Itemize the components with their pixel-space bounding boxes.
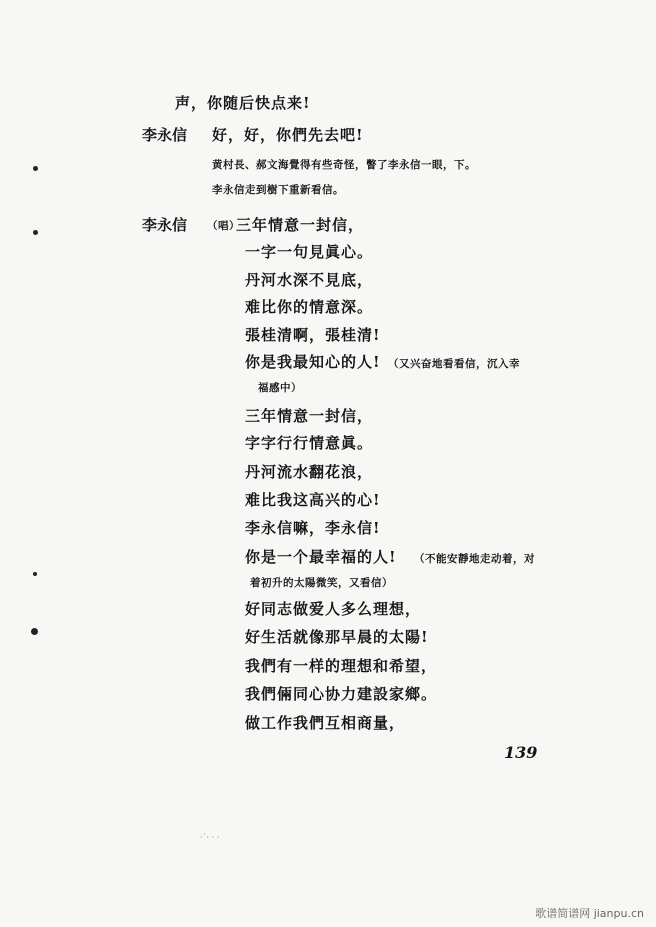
verse-line: 好同志做爱人多么理想， bbox=[245, 600, 422, 618]
sing-marker: （唱） bbox=[207, 220, 240, 232]
verse-line: 我們倆同心协力建設家鄉。 bbox=[245, 685, 438, 703]
stage-note: 着初升的太陽微笑，又看信） bbox=[250, 577, 393, 589]
stage-direction-1: 黄村長、郝文海覺得有些奇怪，瞥了李永信一眼，下。 bbox=[212, 159, 476, 171]
verse-line: 丹河流水翻花浪， bbox=[245, 463, 374, 481]
speaker-name: 李永信 bbox=[142, 126, 188, 144]
scan-specks: ·˙· · · bbox=[200, 833, 220, 842]
verse-line: 好生活就像那早晨的太陽! bbox=[245, 628, 429, 646]
verse-line: 你是一个最幸福的人! bbox=[245, 548, 397, 566]
verse-line: 难比我这高兴的心! bbox=[245, 491, 381, 509]
stage-direction-2: 李永信走到樹下重新看信。 bbox=[212, 184, 344, 196]
verse-line: 李永信嘛，李永信! bbox=[245, 519, 381, 537]
verse-line: 張桂清啊，張桂清! bbox=[245, 326, 381, 344]
bullet-dot-4 bbox=[31, 628, 38, 635]
stage-note: 福感中） bbox=[258, 382, 302, 394]
verse-line: 我們有一样的理想和希望， bbox=[245, 657, 438, 675]
speaker-name: 李永信 bbox=[142, 216, 188, 234]
verse-line: 做工作我們互相商量， bbox=[245, 714, 406, 732]
stage-note: （不能安靜地走动着，对 bbox=[414, 553, 535, 565]
watermark: 歌谱简谱网 jianpu.cn bbox=[535, 907, 644, 920]
stage-note: （又兴奋地看看信，沉入幸 bbox=[388, 358, 520, 370]
verse-line: 难比你的情意深。 bbox=[245, 298, 374, 316]
verse-line: 一字一句見眞心。 bbox=[245, 243, 374, 261]
line-2: 好，好，你們先去吧! bbox=[212, 126, 364, 144]
line-1: 声，你随后快点来! bbox=[175, 94, 311, 112]
page-number: 139 bbox=[504, 743, 538, 762]
bullet-dot-1 bbox=[33, 166, 38, 171]
verse-line: 三年情意一封信， bbox=[236, 216, 365, 234]
bullet-dot-3 bbox=[33, 572, 37, 576]
verse-line: 字字行行情意眞。 bbox=[245, 434, 374, 452]
bullet-dot-2 bbox=[33, 230, 38, 235]
verse-line: 你是我最知心的人! bbox=[245, 353, 381, 371]
verse-line: 三年情意一封信， bbox=[245, 407, 374, 425]
verse-line: 丹河水深不見底， bbox=[245, 271, 374, 289]
